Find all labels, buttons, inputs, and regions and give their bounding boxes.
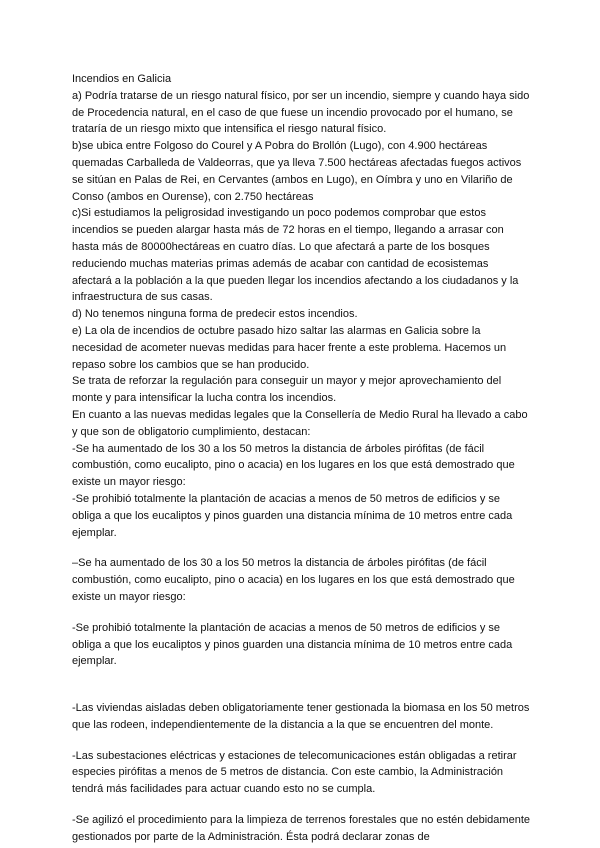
measure-isolated-homes: -Las viviendas aisladas deben obligatoriamente tener gestionada la biomasa en los 50 metros que las rodeen, independientemente de la distancia a la que se encuentren del monte. [72, 702, 530, 731]
measure-substations: -Las subestaciones eléctricas y estaciones de telecomunicaciones están obligadas a retirar especies pirófitas a menos de 5 metros de distancia. Con este cambio, la Administración tendrá más facilidades para actuar cuando esto no se cumpla. [72, 749, 517, 796]
paragraph-e: e) La ola de incendios de octubre pasado hizo saltar las alarmas en Galicia sobre la necesidad de acometer nuevas medidas para hacer frente a este problema. Hacemos un repaso sobre los cambios que se han producido. [72, 324, 507, 371]
paragraph-a: a) Podría tratarse de un riesgo natural físico, por ser un incendio, siempre y cuando haya sido de Procedencia natural, en el caso de que fuese un incendio provocado por el humano, se trataría de un riesgo mixto que intensifica el riesgo natural físico. [72, 89, 530, 136]
paragraph-measures-intro: En cuanto a las nuevas medidas legales que la Consellería de Medio Rural ha llevado a cabo y que son de obligatorio cumplimiento, destacan: [72, 408, 528, 438]
measure-acacias-repeat: -Se prohibió totalmente la plantación de acacias a menos de 50 metros de edificios y se obliga a que los eucaliptos y pinos guarden una distancia mínima de 10 metros entre cada ejemplar. [72, 621, 513, 668]
measure-distance: -Se ha aumentado de los 30 a los 50 metros la distancia de árboles pirófitas (de fácil combustión, como eucalipto, pino o acacia) en los lugares en los que está demostrado que existe un mayor riesgo: [72, 442, 515, 489]
paragraph-b: b)se ubica entre Folgoso do Courel y A Pobra do Brollón (Lugo), con 4.900 hectáreas quemadas Carballeda de Valdeorras, que ya lleva 7.500 hectáreas afectadas fuegos activos se sitúan en Palas de Rei, en Cervantes (ambos en Lugo), en Oímbra y uno en Vilariño de Conso (ambos en Ourense), con 2.750 hectáreas [72, 140, 522, 203]
measure-forest-cleaning: -Se agilizó el procedimiento para la limpieza de terrenos forestales que no estén debidamente gestionados por parte de la Administración. Ésta podrá declarar zonas de [72, 814, 530, 843]
measure-distance-repeat: –Se ha aumentado de los 30 a los 50 metros la distancia de árboles pirófitas (de fácil combustión, como eucalipto, pino o acacia) en los lugares en los que está demostrado que existe un mayor riesgo: [72, 557, 515, 603]
paragraph-c: c)Si estudiamos la peligrosidad investigando un poco podemos comprobar que estos incendios se pueden alargar hasta más de 72 horas en el tiempo, llegando a arrasar con hasta más de 80000hectáreas en cuatro días. Lo que afectará a parte de los bosques reduciendo muchas materias primas además de acabar con cantidad de ecosistemas afectará a la población a la que pueden llegar los incendios afectando a los ciudadanos y la infraestructura de sus casas. [72, 207, 519, 304]
paragraph-regulation: Se trata de reforzar la regulación para conseguir un mayor y mejor aprovechamiento del monte y para intensificar la lucha contra los incendios. [72, 375, 502, 405]
measure-acacias: -Se prohibió totalmente la plantación de acacias a menos de 50 metros de edificios y se obliga a que los eucaliptos y pinos guarden una distancia mínima de 10 metros entre cada ejemplar. [72, 492, 513, 539]
document-title: Incendios en Galicia [72, 73, 172, 85]
paragraph-d: d) No tenemos ninguna forma de predecir estos incendios. [72, 308, 358, 321]
